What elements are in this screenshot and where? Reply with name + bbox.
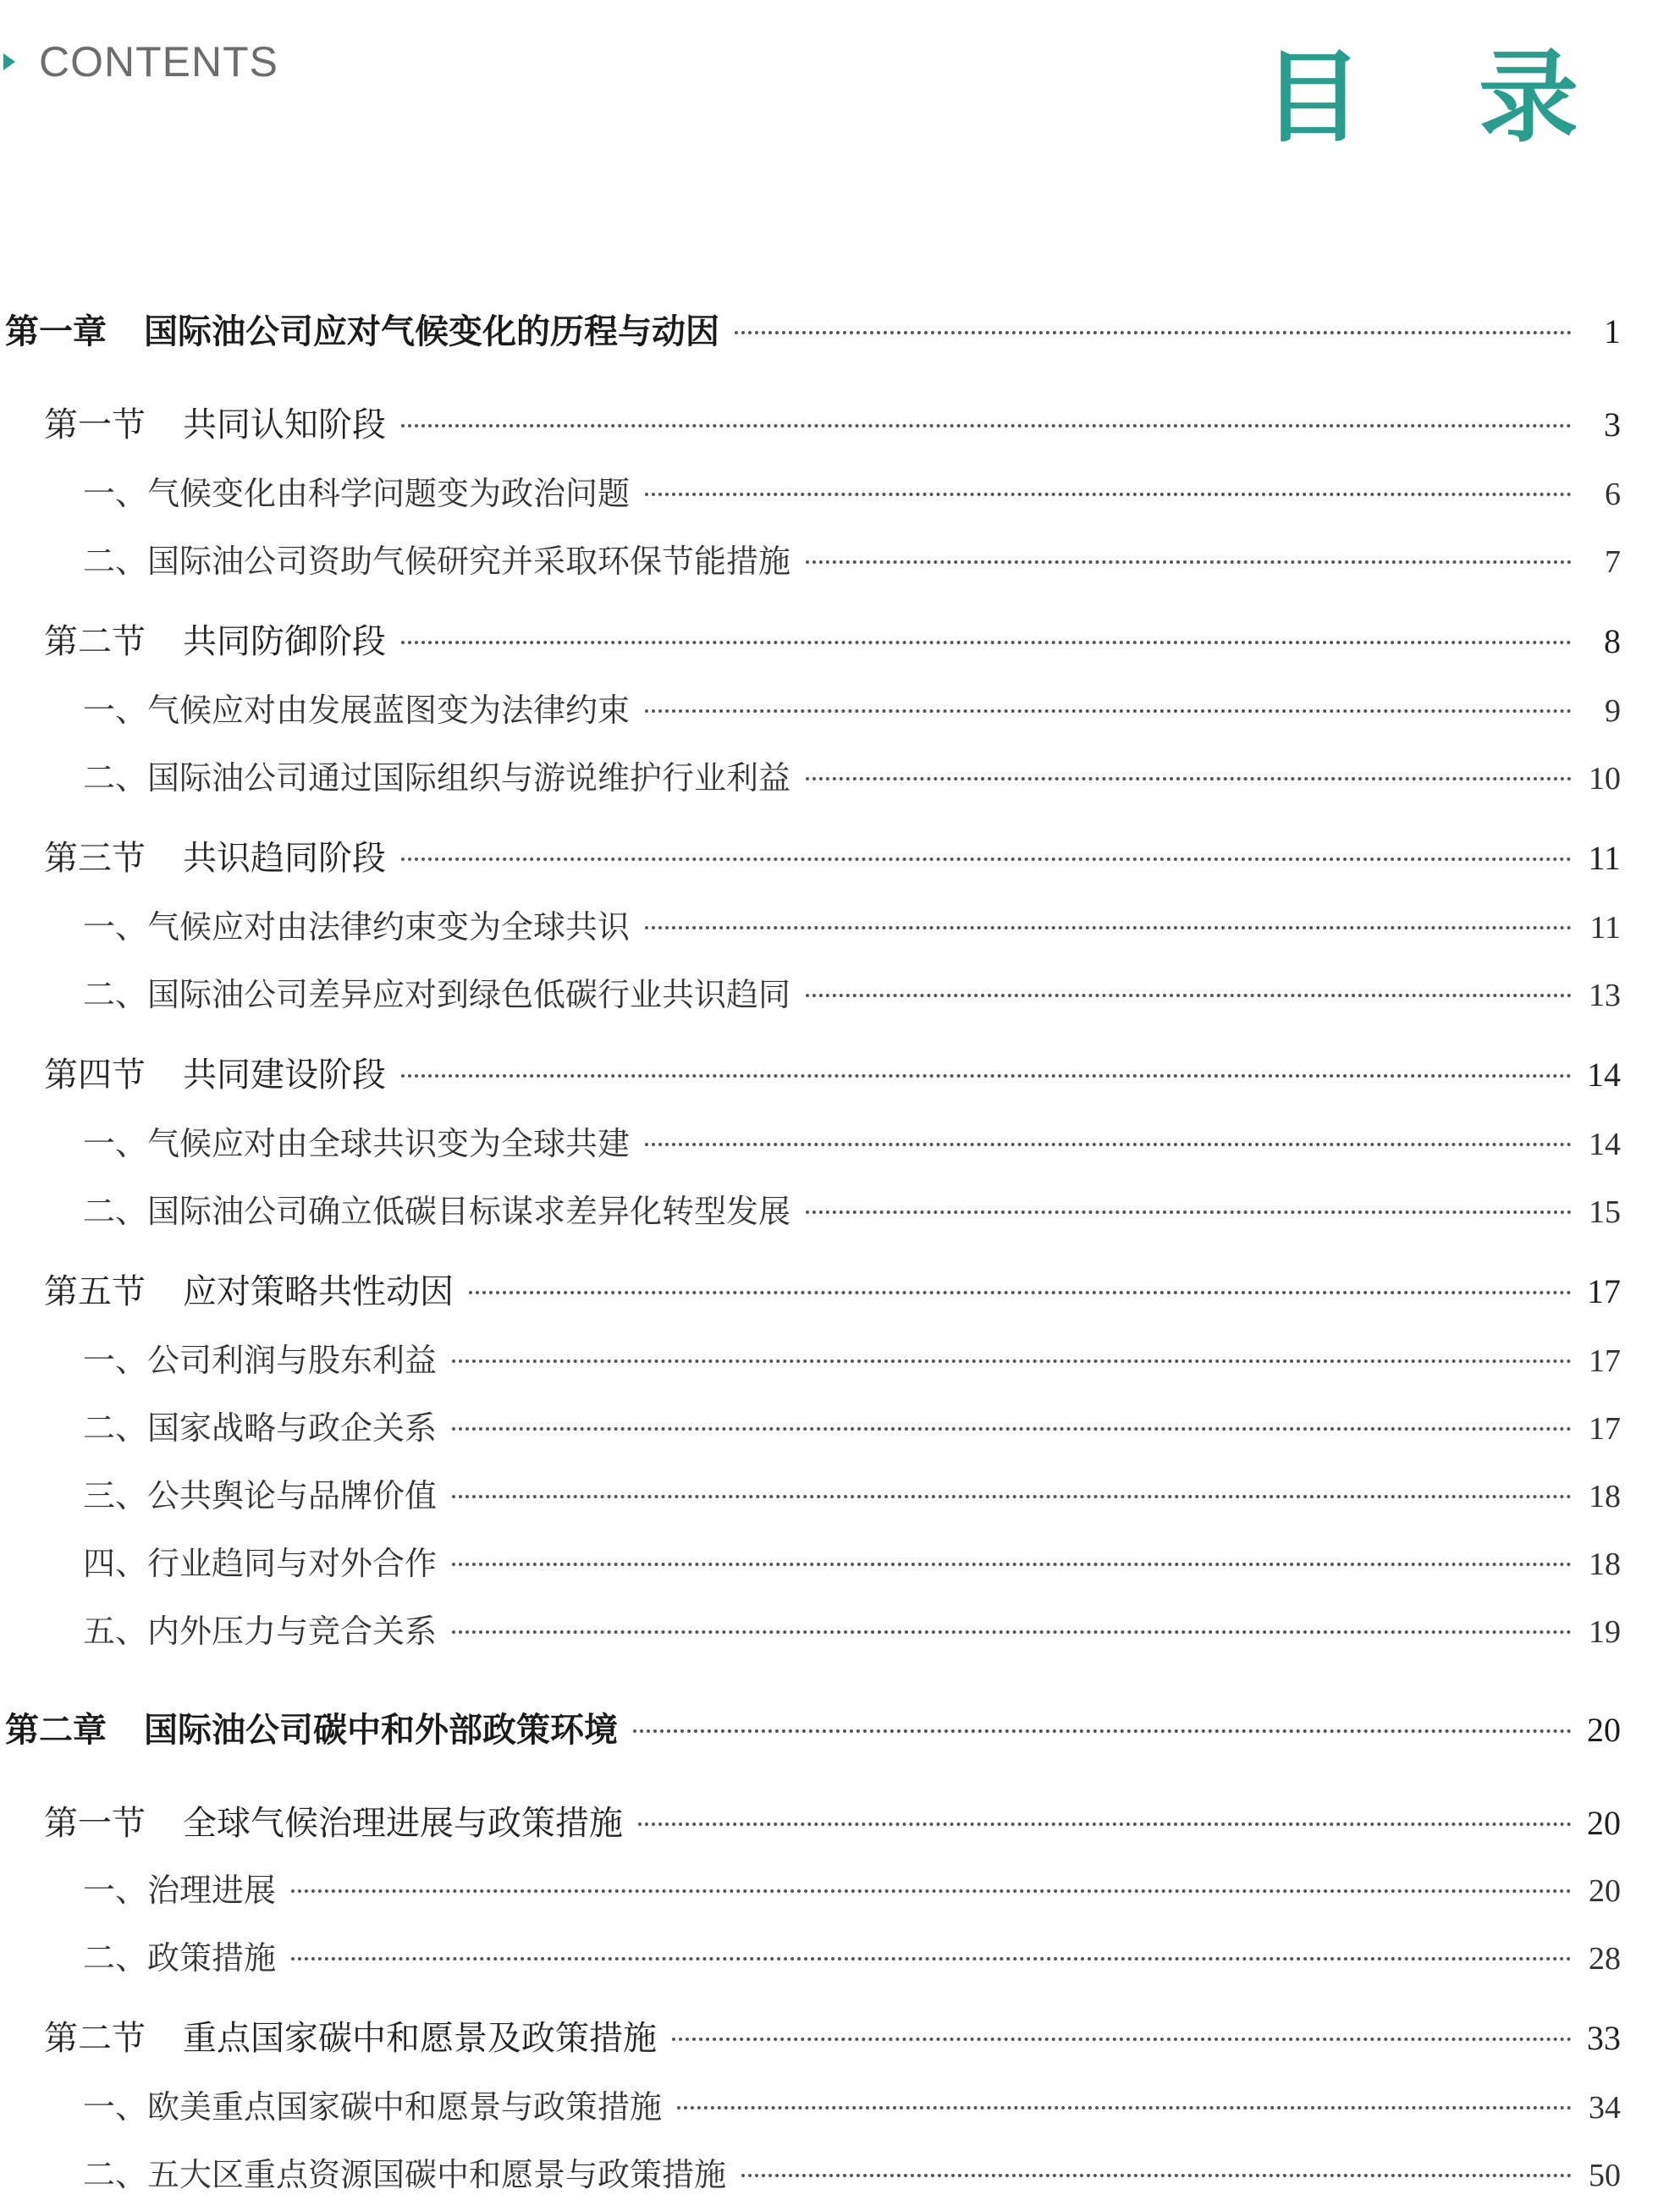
toc-entry-text [5, 1703, 618, 1751]
toc-entry-label: 二、 [83, 1939, 148, 1977]
toc-item[interactable] [83, 535, 1621, 582]
toc-entry-title: 行业趋同与对外合作 [147, 1545, 438, 1582]
dot-leader [672, 2038, 1572, 2041]
toc-item[interactable] [83, 1402, 1621, 1448]
toc-entry-label: 第三节 [44, 839, 146, 878]
toc-entry-title: 气候变化由科学问题变为政治问题 [147, 475, 631, 512]
toc-entry-title: 共同认知阶段 [183, 405, 386, 444]
dot-leader [401, 1074, 1572, 1078]
toc-item[interactable] [83, 968, 1621, 1015]
toc-item[interactable] [83, 1185, 1621, 1232]
toc-entry-label: 三、 [83, 1477, 148, 1514]
toc-item[interactable] [83, 467, 1621, 514]
toc-page-number: 17 [1589, 1343, 1621, 1379]
toc-entry-text [83, 1117, 630, 1164]
toc-entry-title: 共同防御阶段 [183, 622, 386, 661]
dot-leader [645, 709, 1572, 713]
dot-leader [645, 493, 1572, 496]
toc-entry-text [83, 1470, 437, 1516]
toc-page-number: 14 [1587, 1056, 1621, 1094]
toc-entry-text [44, 1048, 386, 1096]
toc-entry-text [83, 901, 630, 947]
toc-entry-text [44, 398, 386, 446]
toc-page-number: 20 [1587, 1804, 1621, 1842]
toc-entry-title: 气候应对由法律约束变为全球共识 [147, 908, 631, 946]
toc-section[interactable] [44, 615, 1621, 663]
toc-entry-text [83, 1185, 790, 1232]
toc-entry-label: 一、 [83, 2088, 148, 2126]
dot-leader [806, 1211, 1572, 1214]
toc-entry-title: 气候应对由发展蓝图变为法律约束 [147, 692, 631, 729]
toc-page-number: 17 [1587, 1272, 1621, 1310]
dot-leader [741, 2174, 1572, 2177]
contents-label: CONTENTS [39, 38, 278, 85]
dot-leader [806, 777, 1572, 780]
toc-entry-title: 公司利润与股东利益 [147, 1342, 438, 1379]
dot-leader [452, 1427, 1572, 1431]
toc-page-number: 20 [1587, 1711, 1621, 1749]
toc-entry-label: 第一节 [44, 1804, 146, 1843]
dot-leader [735, 331, 1572, 334]
toc-entry-title: 国际油公司差异应对到绿色低碳行业共识趋同 [147, 976, 791, 1013]
toc-entry-label: 一、 [83, 692, 148, 729]
toc-item[interactable] [83, 1537, 1621, 1584]
toc-entry-title: 公共舆论与品牌价值 [147, 1477, 438, 1514]
toc-page-number: 28 [1589, 1941, 1621, 1977]
dot-leader [677, 2106, 1572, 2110]
toc-page-number: 13 [1589, 978, 1621, 1013]
toc-entry-text [44, 1796, 623, 1845]
toc-entry-text [83, 684, 630, 731]
dot-leader [645, 1143, 1572, 1146]
toc-page-number: 10 [1589, 761, 1621, 797]
toc-page-number: 20 [1589, 1873, 1621, 1909]
toc-page-number: 17 [1589, 1411, 1621, 1447]
toc-entry-label: 第一节 [44, 405, 146, 444]
toc-page-number: 6 [1605, 477, 1621, 512]
toc-chapter[interactable] [5, 1703, 1621, 1751]
toc-item[interactable] [83, 1932, 1621, 1978]
dot-leader [401, 641, 1572, 644]
toc-entry-text [83, 968, 790, 1015]
page-title: 目 录 [1262, 38, 1619, 156]
toc-entry-label: 一、 [83, 475, 148, 512]
triangle-marker-icon [3, 53, 15, 70]
toc-item[interactable] [83, 752, 1621, 798]
toc-item[interactable] [83, 684, 1621, 731]
toc-page-number: 3 [1604, 405, 1621, 444]
toc-item[interactable] [83, 1117, 1621, 1164]
toc-entry-text [5, 305, 719, 353]
toc-page-number: 18 [1589, 1479, 1621, 1514]
toc-section[interactable] [44, 398, 1621, 446]
dot-leader [469, 1291, 1572, 1294]
toc-entry-text [83, 2081, 662, 2127]
toc-page-number: 15 [1589, 1194, 1621, 1230]
toc-item[interactable] [83, 901, 1621, 947]
toc-chapter[interactable] [5, 305, 1621, 353]
toc-entry-label: 二、 [83, 2156, 148, 2193]
toc-section[interactable] [44, 1796, 1621, 1845]
toc-page-number: 8 [1604, 622, 1621, 660]
toc-page-number: 50 [1589, 2158, 1621, 2193]
toc-page-number: 34 [1589, 2090, 1621, 2126]
toc-entry-title: 国家战略与政企关系 [147, 1409, 438, 1447]
toc-page-number: 18 [1589, 1547, 1621, 1582]
toc-entry-title: 国际油公司碳中和外部政策环境 [144, 1710, 618, 1750]
toc-entry-text [83, 752, 790, 798]
toc-page-number: 1 [1604, 312, 1621, 350]
toc-entry-text [83, 1537, 437, 1584]
toc-entry-label: 二、 [83, 759, 148, 797]
dot-leader [452, 1495, 1572, 1498]
toc-page-number: 7 [1605, 544, 1621, 580]
dot-leader [638, 1823, 1572, 1826]
toc-entry-text [83, 535, 790, 582]
toc-entry-title: 国际油公司资助气候研究并采取环保节能措施 [147, 543, 791, 580]
toc-entry-label: 第二节 [44, 622, 146, 661]
toc-entry-text [83, 1605, 437, 1652]
dot-leader [401, 424, 1572, 427]
dot-leader [401, 858, 1572, 861]
toc-entry-label: 第四节 [44, 1056, 146, 1095]
toc-entry-label: 一、 [83, 1342, 148, 1379]
toc-page-number: 19 [1589, 1614, 1621, 1650]
toc-entry-label: 第一章 [5, 312, 107, 351]
toc-entry-label: 二、 [83, 1193, 148, 1230]
dot-leader [633, 1729, 1572, 1733]
toc-section[interactable] [44, 2011, 1621, 2060]
toc-item[interactable] [83, 1470, 1621, 1516]
dot-leader [645, 926, 1572, 929]
toc-entry-label: 二、 [83, 543, 148, 580]
toc-item[interactable] [83, 2081, 1621, 2127]
toc-entry-label: 二、 [83, 976, 148, 1013]
toc-page-number: 11 [1588, 839, 1621, 877]
toc-entry-title: 内外压力与竞合关系 [147, 1613, 438, 1650]
toc-entry-label: 一、 [83, 1125, 148, 1162]
dot-leader [291, 1957, 1572, 1961]
toc-entry-text [83, 1334, 437, 1381]
toc-entry-label: 一、 [83, 908, 148, 946]
contents-header [3, 37, 278, 86]
toc-entry-title: 国际油公司应对气候变化的历程与动因 [144, 312, 719, 351]
toc-item[interactable] [83, 2148, 1621, 2195]
dot-leader [806, 560, 1572, 564]
toc-section[interactable] [44, 831, 1621, 880]
toc-entry-title: 政策措施 [147, 1939, 277, 1977]
toc-page-number: 9 [1605, 693, 1621, 729]
toc-section[interactable] [44, 1265, 1621, 1313]
dot-leader [452, 1563, 1572, 1566]
toc-entry-text [44, 831, 386, 880]
toc-entry-title: 欧美重点国家碳中和愿景与政策措施 [147, 2088, 663, 2126]
toc-entry-title: 五大区重点资源国碳中和愿景与政策措施 [147, 2156, 727, 2193]
toc-item[interactable] [83, 1605, 1621, 1652]
toc-entry-title: 应对策略共性动因 [183, 1272, 454, 1311]
dot-leader [291, 1889, 1572, 1893]
toc-section[interactable] [44, 1048, 1621, 1096]
toc-entry-text [83, 1864, 276, 1911]
toc-entry-title: 国际油公司确立低碳目标谋求差异化转型发展 [147, 1193, 791, 1230]
toc-entry-label: 四、 [83, 1545, 148, 1582]
toc-item[interactable] [83, 1864, 1621, 1911]
toc-item[interactable] [83, 1334, 1621, 1381]
dot-leader [452, 1359, 1572, 1363]
toc-entry-text [83, 467, 630, 514]
dot-leader [806, 994, 1572, 997]
toc-entry-text [83, 1932, 276, 1978]
toc-entry-text [44, 615, 386, 663]
toc-entry-label: 第五节 [44, 1272, 146, 1311]
toc-entry-title: 共识趋同阶段 [183, 839, 386, 878]
toc-entry-label: 第二节 [44, 2019, 146, 2058]
toc-page-number: 33 [1587, 2019, 1621, 2057]
dot-leader [452, 1630, 1572, 1634]
toc-entry-title: 国际油公司通过国际组织与游说维护行业利益 [147, 759, 791, 797]
toc-entry-title: 全球气候治理进展与政策措施 [183, 1804, 623, 1843]
toc-entry-label: 二、 [83, 1409, 148, 1447]
toc-entry-label: 第二章 [5, 1710, 107, 1750]
toc-entry-text [44, 1265, 454, 1313]
toc-entry-label: 一、 [83, 1872, 148, 1909]
toc-entry-title: 治理进展 [147, 1872, 277, 1909]
toc-entry-text [83, 2148, 726, 2195]
toc-entry-title: 重点国家碳中和愿景及政策措施 [183, 2019, 657, 2058]
toc-entry-title: 共同建设阶段 [183, 1056, 386, 1095]
toc-entry-label: 五、 [83, 1613, 148, 1650]
toc-entry-title: 气候应对由全球共识变为全球共建 [147, 1125, 631, 1162]
toc-entry-text [44, 2011, 657, 2060]
toc-entry-text [83, 1402, 437, 1448]
toc-page-number: 14 [1589, 1127, 1621, 1162]
toc-page-number: 11 [1589, 910, 1621, 946]
